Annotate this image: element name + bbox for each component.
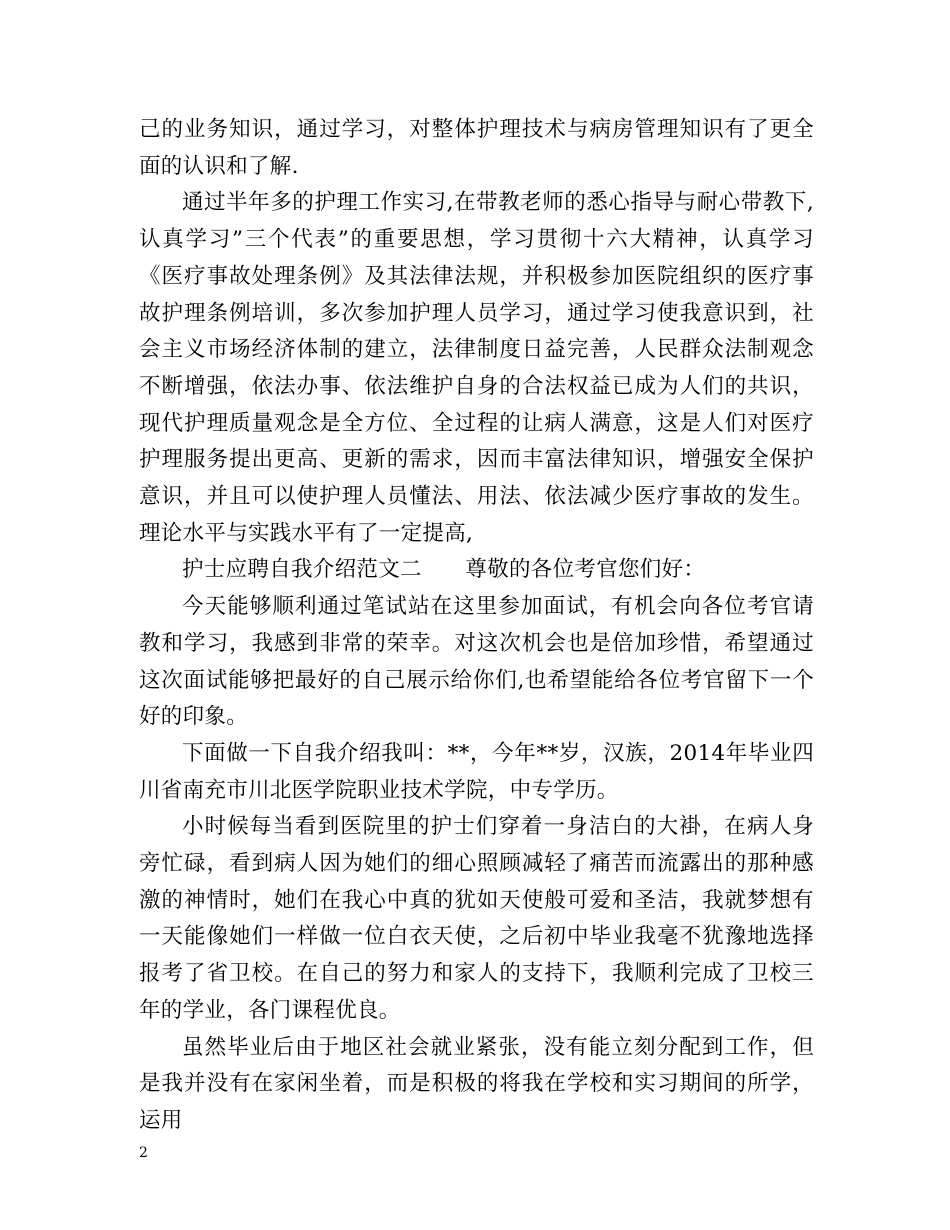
document-body bbox=[139, 112, 814, 1140]
paragraph-7: 虽然毕业后由于地区社会就业紧张，没有能立刻分配到工作，但是我并没有在家闲坐着，而是积极的将我在学校和实习期间的所学，运用 bbox=[139, 1034, 814, 1133]
paragraph-5: 下面做一下自我介绍我叫：**，今年**岁，汉族，2014年毕业四川省南充市川北医学院职业技术学院，中专学历。 bbox=[139, 740, 814, 803]
paragraph-4: 今天能够顺利通过笔试站在这里参加面试，有机会向各位考官请教和学习，我感到非常的荣幸。对这次机会也是倍加珍惜，希望通过这次面试能够把最好的自己展示给你们,也希望能给各位考官留下一个好的印象。 bbox=[139, 594, 814, 730]
paragraph-1: 己的业务知识，通过学习，对整体护理技术与病房管理知识有了更全面的认识和了解. bbox=[139, 117, 814, 179]
paragraph-2: 通过半年多的护理工作实习,在带教老师的悉心指导与耐心带教下,认真学习”三个代表”的重要思想，学习贯彻十六大精神，认真学习《医疗事故处理条例》及其法律法规，并积极参加医院组织的医疗事故护理条例培训，多次参加护理人员学习，通过学习使我意识到，社会主义市场经济体制的建立，法律制度日益完善，人民群众法制观念不断增强，依法办事、依法维护自身的合法权益已成为人们的共识，现代护理质量观念是全方位、全过程的让病人满意，这是人们对医疗护理服务提出更高、更新的需求，因而丰富法律知识，增强安全保护意识，并且可以使护理人员懂法、用法、依法减少医疗事故的发生。理论水平与实践水平有了一定提高, bbox=[139, 190, 814, 546]
page-number: 2 bbox=[139, 1145, 148, 1161]
paragraph-3: 护士应聘自我介绍范文二 尊敬的各位考官您们好： bbox=[182, 557, 706, 583]
paragraph-6: 小时候每当看到医院里的护士们穿着一身洁白的大褂，在病人身旁忙碌，看到病人因为她们的细心照顾减轻了痛苦而流露出的那种感激的神情时，她们在我心中真的犹如天使般可爱和圣洁，我就梦想有一天能像她们一样做一位白衣天使，之后初中毕业我毫不犹豫地选择报考了省卫校。在自己的努力和家人的支持下，我顺利完成了卫校三年的学业，各门课程优良。 bbox=[139, 814, 814, 1023]
